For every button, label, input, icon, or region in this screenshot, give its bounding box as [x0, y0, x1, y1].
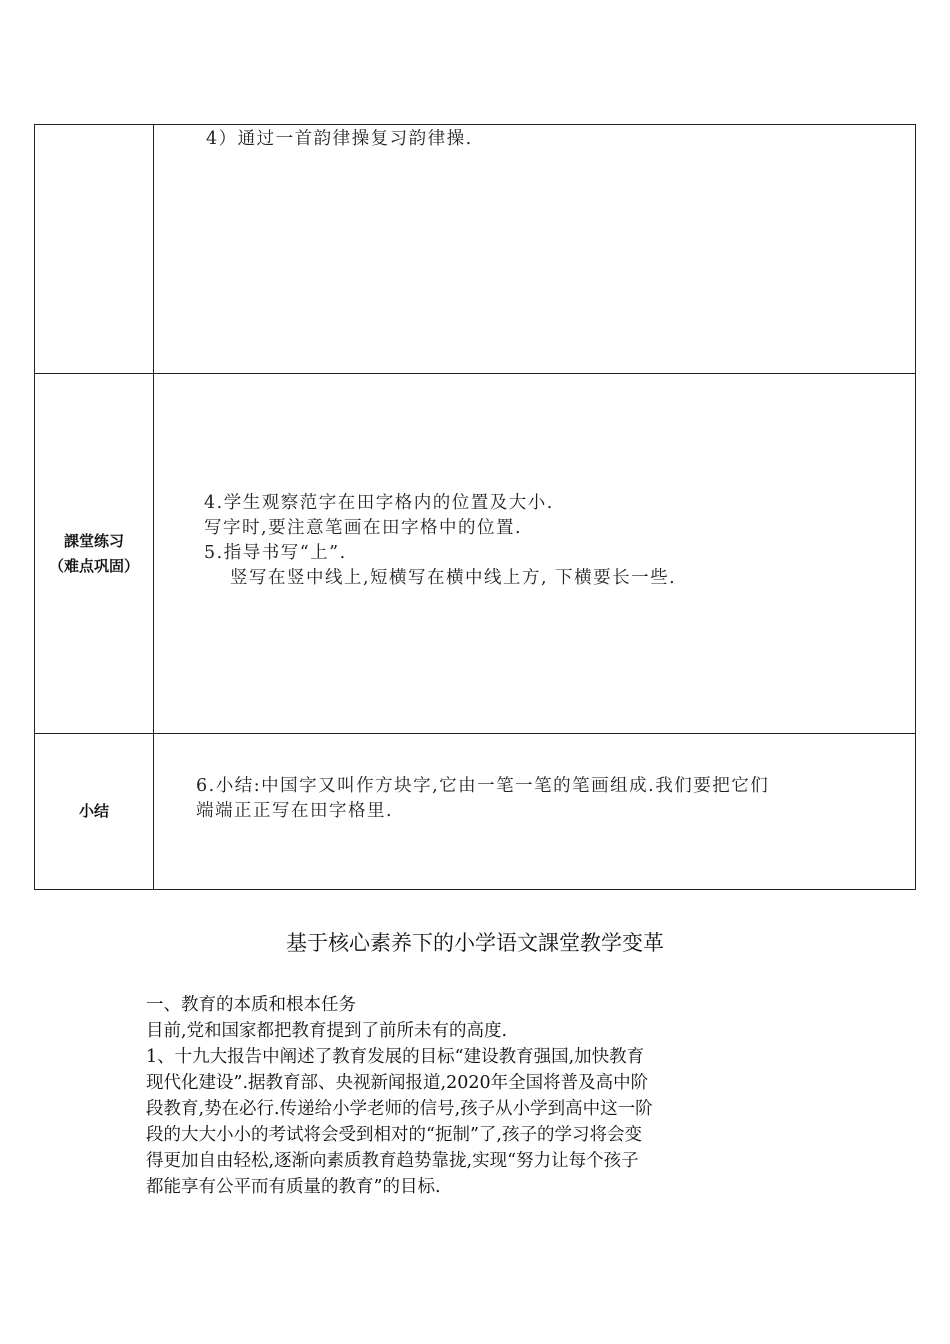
lesson-plan-table	[34, 124, 916, 890]
row-content-cell	[154, 374, 916, 734]
table-row	[35, 125, 916, 374]
paragraph-line: 都能享有公平而有质量的教育”的目标.	[146, 1177, 441, 1197]
article-body	[146, 992, 810, 1200]
paragraph-line: 段教育,势在必行.传递给小学老师的信号,孩子从小学到高中这一阶	[146, 1099, 653, 1119]
row-content-cell	[154, 734, 916, 890]
paragraph-line: 现代化建设”.据教育部、央视新闻报道,2020年全国将普及高中阶	[146, 1073, 649, 1093]
row-label-cell	[35, 374, 154, 734]
content-line: 竖写在竖中线上,短横写在横中线上方, 下横要长一些.	[230, 568, 677, 588]
row-label-cell	[35, 125, 154, 374]
table-row	[35, 374, 916, 734]
content-line: 端端正正写在田字格里.	[196, 801, 394, 821]
section-heading: 一、教育的本质和根本任务	[146, 995, 356, 1015]
content-line: 5.指导书写“上”.	[204, 543, 347, 563]
paragraph: 目前,党和国家都把教育提到了前所未有的高度.	[146, 1021, 508, 1041]
table-row	[35, 734, 916, 890]
content-line: 4）通过一首韵律操复习韵律操.	[206, 129, 473, 149]
row-label-cell	[35, 734, 154, 890]
row-content-cell	[154, 125, 916, 374]
article-title: 基于核心素养下的小学语文課堂教学变革	[286, 931, 664, 955]
content-line: 4.学生观察范字在田字格内的位置及大小.	[204, 493, 554, 513]
paragraph-line: 得更加自由轻松,逐渐向素质教育趋势靠拢,实现“努力让每个孩子	[146, 1151, 639, 1171]
row-label-subtitle: （难点巩固）	[48, 556, 139, 575]
content-line: 6.小结:中国字又叫作方块字,它由一笔一笔的笔画组成.我们要把它们	[196, 776, 770, 796]
content-line: 写字时,要注意笔画在田字格中的位置.	[204, 518, 523, 538]
row-label: 課堂练习	[63, 531, 124, 550]
paragraph-line: 1、十九大报告中阐述了教育发展的目标“建设教育强国,加快教育	[146, 1047, 645, 1067]
row-label: 小结	[78, 802, 109, 820]
paragraph-line: 段的大大小小的考试将会受到相对的“扼制”了,孩子的学习将会变	[146, 1125, 642, 1145]
